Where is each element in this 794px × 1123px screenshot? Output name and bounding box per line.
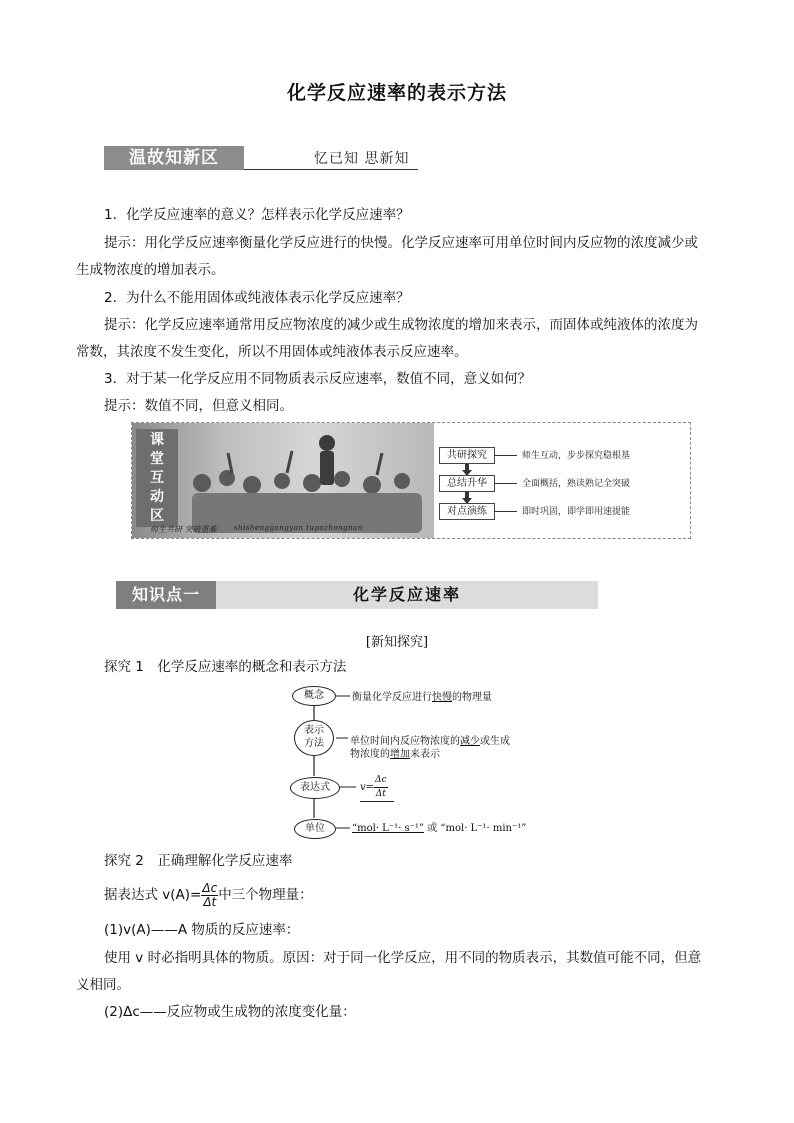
knowledge-banner-tag: 知识点一 (116, 581, 216, 609)
node-method (294, 720, 334, 756)
vertical-label-char: 堂 (150, 451, 164, 467)
review-banner-underline (244, 169, 418, 170)
fraction-denominator: Δt (203, 894, 217, 909)
fraction-numerator: Δc (202, 880, 218, 895)
vertical-label-char: 区 (150, 508, 164, 524)
review-banner-tag: 温故知新区 (104, 146, 244, 170)
answer-1-line-1: 提示：用化学反应速率衡量化学反应进行的快慢。化学反应速率可用单位时间内反应物的浓度减少或 (104, 235, 698, 251)
item-1-line-1: 使用 v 时必指明具体的物质。原因：对于同一化学反应，用不同的物质表示，其数值可能不同，但意 (104, 950, 702, 966)
expression-intro-text: 中三个物理量： (218, 887, 313, 903)
item-1-line-2: 义相同。 (76, 977, 130, 993)
step-connector (495, 511, 517, 512)
step-desc-3: 即时巩固，即学即用速提能 (522, 507, 631, 517)
classroom-vertical-label (136, 429, 178, 527)
step-box-3: 对点演练 (439, 503, 495, 520)
item-1-heading: (1)v(A)——A 物质的反应速率： (104, 922, 300, 938)
unit-option-b: “mol· L⁻¹· min⁻¹” (440, 823, 527, 834)
unit-or: 或 (427, 823, 438, 834)
unit-option-a: “mol· L⁻¹· s⁻¹” (352, 823, 424, 834)
node-unit: 单位 (294, 819, 336, 839)
method-keyword: 增加 (390, 749, 410, 760)
unit-text (352, 819, 526, 834)
explore-1-heading: 探究 1 化学反应速率的概念和表示方法 (104, 659, 347, 675)
method-definition-line-2 (350, 745, 440, 760)
method-text: 单位时间内反应物浓度的 (350, 736, 460, 747)
concept-diagram (290, 682, 550, 842)
knowledge-banner (116, 581, 598, 609)
review-banner (104, 146, 418, 170)
vertical-label-char: 课 (150, 432, 164, 448)
formula-fraction (374, 774, 388, 801)
knowledge-banner-label: 化学反应速率 (352, 585, 461, 604)
classroom-caption-cn: 师生共研 突破重难 (150, 525, 217, 534)
concept-text: 的物理量 (452, 692, 492, 703)
concept-keyword: 快慢 (432, 692, 452, 703)
expression-intro (104, 880, 313, 914)
step-desc-1: 师生互动，步步探究稳根基 (522, 451, 631, 461)
new-knowledge-heading: [新知探究] (365, 635, 429, 650)
method-text: 来表示 (410, 749, 440, 760)
concept-text: 衡量化学反应进行 (352, 692, 432, 703)
step-box-2: 总结升华 (439, 475, 495, 492)
node-method-label: 表示方法 (304, 725, 324, 749)
concept-definition (352, 688, 492, 703)
question-3: 3．对于某一化学反应用不同物质表示反应速率，数值不同，意义如何？ (104, 371, 532, 387)
step-box-1: 共研探究 (439, 447, 495, 464)
answer-2-line-2: 常数，其浓度不发生变化，所以不用固体或纯液体表示反应速率。 (76, 344, 468, 360)
method-keyword: 减少 (460, 736, 480, 747)
vertical-label-char: 互 (150, 470, 164, 486)
step-connector (495, 483, 517, 484)
classroom-caption-en: shishenggongyan tupozhongnan (234, 524, 363, 532)
method-text: 或生成 (480, 736, 510, 747)
formula-underline (360, 801, 394, 802)
answer-2-line-1: 提示：化学反应速率通常用反应物浓度的减少或生成物浓度的增加来表示，而固体或纯液体的浓度为 (104, 317, 698, 333)
method-text: 物浓度的 (350, 749, 390, 760)
step-desc-2: 全面概括，熟读熟记全突破 (522, 479, 631, 489)
formula-lhs: v= (360, 782, 375, 793)
answer-3: 提示：数值不同，但意义相同。 (104, 398, 293, 414)
question-1: 1．化学反应速率的意义？怎样表示化学反应速率？ (104, 207, 410, 223)
node-concept: 概念 (292, 686, 336, 706)
node-expression: 表达式 (290, 777, 340, 799)
formula-numerator: Δc (374, 774, 388, 788)
answer-1-line-2: 生成物浓度的增加表示。 (76, 262, 225, 278)
item-2-heading: (2)Δc——反应物或生成物的浓度变化量： (104, 1004, 356, 1020)
expression-intro-text: 据表达式 v(A)= (104, 887, 202, 903)
formula-denominator: Δt (375, 789, 386, 799)
classroom-banner (131, 422, 691, 539)
page-title: 化学反应速率的表示方法 (286, 82, 507, 104)
expression-formula (360, 774, 388, 801)
review-banner-subtitle: 忆已知 思新知 (314, 151, 410, 167)
vertical-label-char: 动 (150, 489, 164, 505)
explore-2-heading: 探究 2 正确理解化学反应速率 (104, 853, 293, 869)
expression-intro-fraction (201, 882, 218, 909)
diagram-connectors (290, 682, 550, 842)
step-connector (495, 455, 517, 456)
question-2: 2．为什么不能用固体或纯液体表示化学反应速率？ (104, 290, 410, 306)
